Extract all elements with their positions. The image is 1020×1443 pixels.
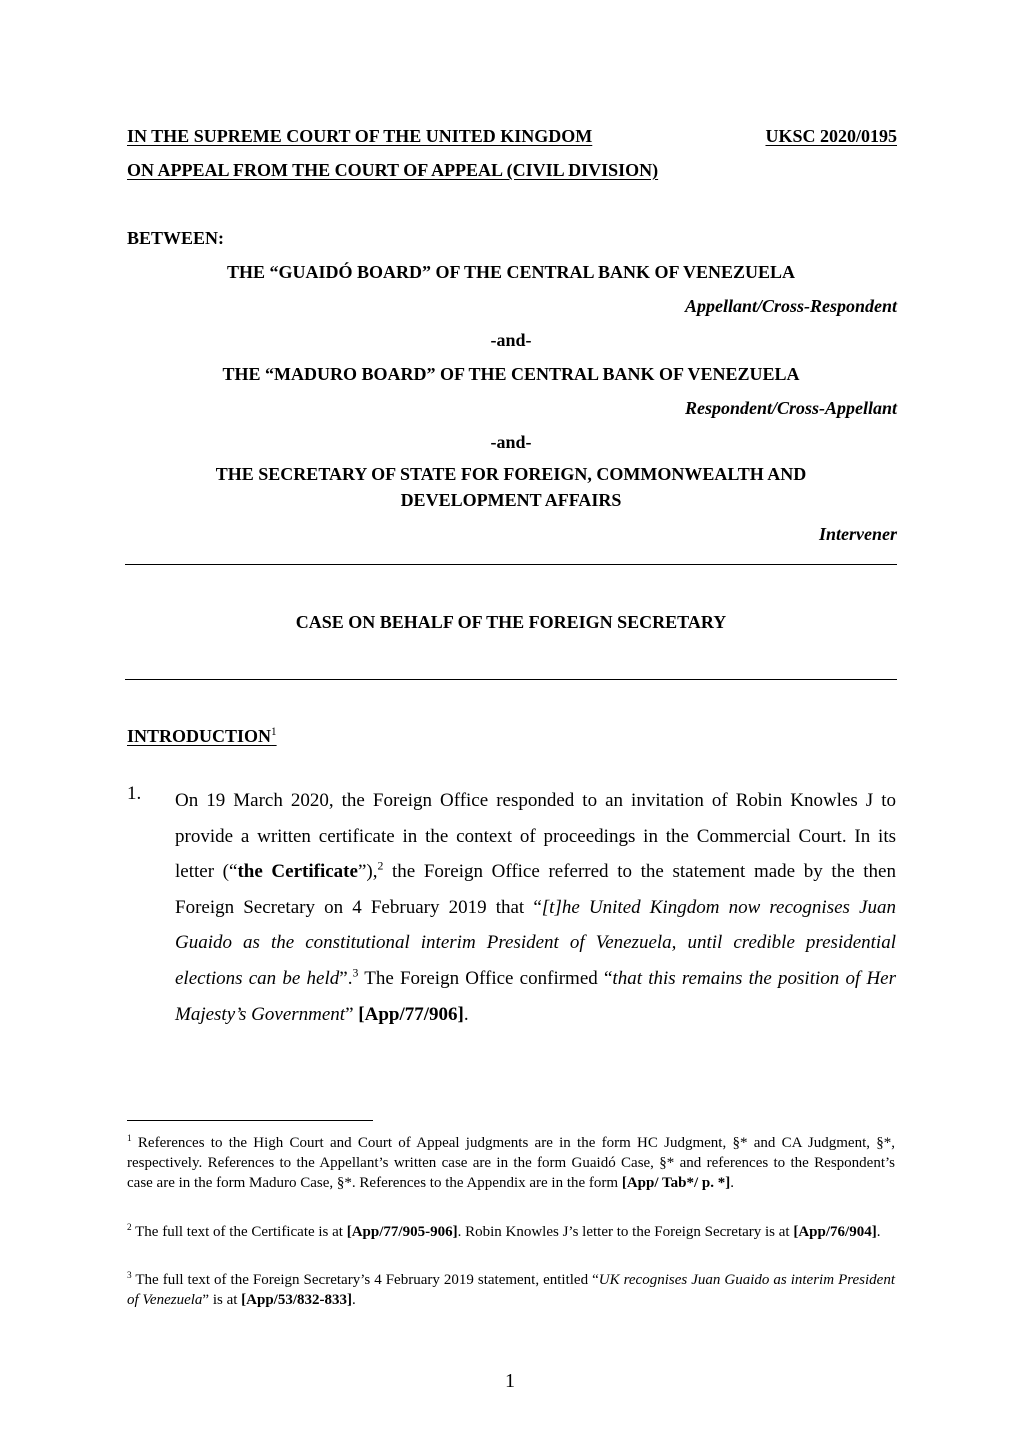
party-1-role: Appellant/Cross-Respondent: [684, 296, 897, 316]
party-2-role: Respondent/Cross-Appellant: [684, 398, 897, 418]
footnote-separator: [127, 1120, 373, 1121]
paragraph-1: On 19 March 2020, the Foreign Office responded to an invitation of Robin Knowles J to provide a written certificate in the context of proceedings in the Commercial Court. In its letter (“the Certificate”),$^2$ the Foreign Office referred to the statement made by the then Foreign Secretary on 4 February 2019 that “[t]he United Kingdom now recognises Juan Guaido as the constitutional interim President of Venezuela, until credible presidential elections can be held”.$^3$ The Foreign Office confirmed “that this remains the position of Her Majesty’s Government” [App/77/906].: [175, 790, 897, 1025]
page-number: 1: [505, 1370, 515, 1392]
footnote-ref-2: 2: [377, 859, 384, 873]
footnote-ref-1: 1: [271, 726, 277, 738]
footnote-2: $^2$ The full text of the Certificate is at [App/77/905-906]. Robin Knowles J’s letter to the Foreign Secretary is at [App/76/904].: [127, 1223, 881, 1240]
party-3-name-line-1: THE SECRETARY OF STATE FOR FOREIGN, COMMONWEALTH AND: [215, 464, 807, 484]
case-number: UKSC 2020/0195: [765, 126, 897, 146]
document-title: CASE ON BEHALF OF THE FOREIGN SECRETARY: [295, 612, 727, 632]
and-separator-1: -and-: [490, 330, 532, 350]
between-label: BETWEEN:: [127, 228, 225, 248]
paragraph-number: 1.: [127, 783, 142, 804]
appeal-from-heading: ON APPEAL FROM THE COURT OF APPEAL (CIVIL DIVISION): [127, 160, 659, 180]
footnote-3: $^3$ The full text of the Foreign Secretary’s 4 February 2019 statement, entitled “UK recognises Juan Guaido as interim President of Venezuela” is at [App/53/832-833].: [127, 1271, 895, 1308]
footnote-ref-3: 3: [352, 966, 359, 980]
section-heading-introduction: INTRODUCTION$^1$: [127, 726, 277, 746]
court-heading: IN THE SUPREME COURT OF THE UNITED KINGDOM: [127, 126, 593, 146]
divider-bottom: [125, 679, 897, 680]
party-3-name-line-2: DEVELOPMENT AFFAIRS: [400, 490, 622, 510]
party-3-role: Intervener: [819, 524, 897, 544]
footnote-1: $^1$ References to the High Court and Court of Appeal judgments are in the form HC Judgment, §* and CA Judgment, §*, respectively. References to the Appellant’s written case are in the form Guaidó Case, §* and references to the Respondent’s case are in the form Maduro Case, §*. References to the Appendix are in the form [App/ Tab*/ p. *].: [127, 1134, 895, 1191]
party-1-name: THE “GUAIDÓ BOARD” OF THE CENTRAL BANK OF VENEZUELA: [226, 262, 796, 282]
and-separator-2: -and-: [490, 432, 532, 452]
party-2-name: THE “MADURO BOARD” OF THE CENTRAL BANK OF VENEZUELA: [222, 364, 800, 384]
divider-top: [125, 564, 897, 565]
